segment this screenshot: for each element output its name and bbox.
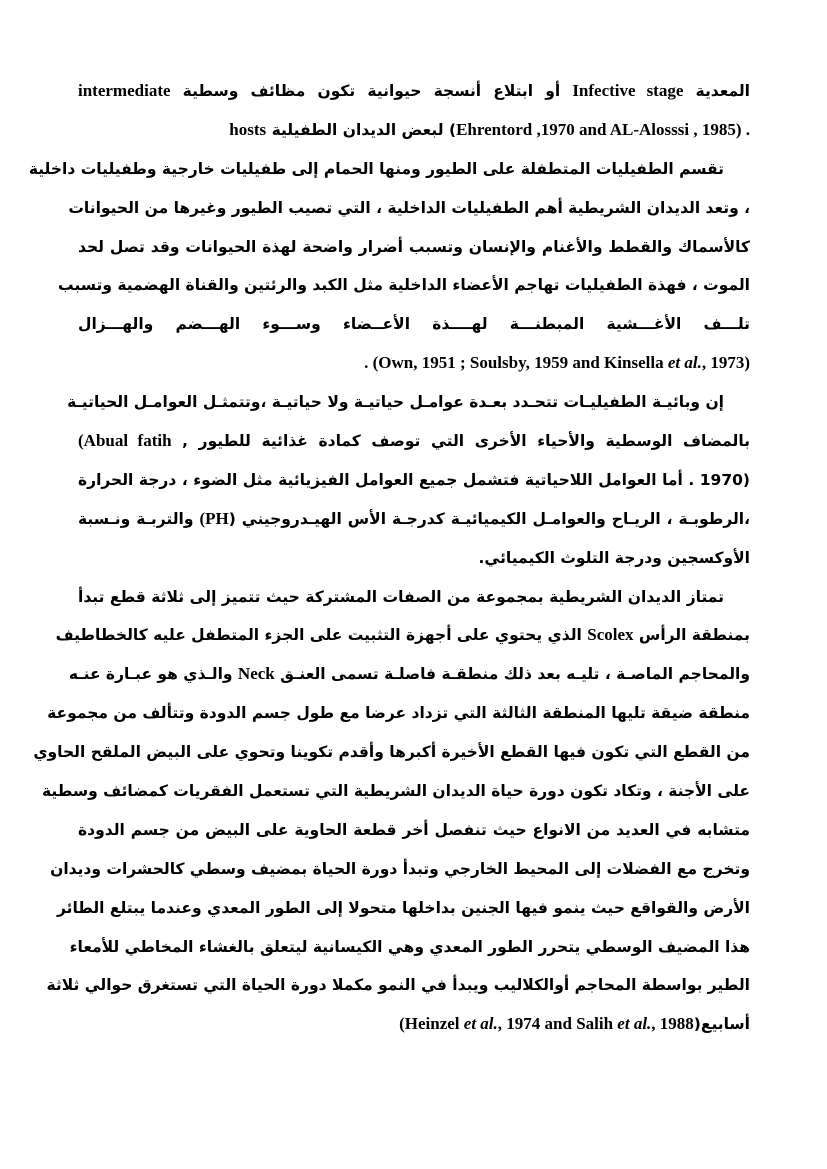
text-line: والمحاجم الماصـة ، تليـه بعد ذلك منطقـة فاصلـة تسمى العنـق Neck والـذي هو عبـارة عنـه [68, 664, 750, 684]
text-line: ،الرطوبـة ، الريـاح والعوامـل الكيميائيـة كدرجـة الأس الهيـدروجيني (PH) والتربـة ونـسبة [78, 508, 750, 528]
text-line: تلـــف الأغـــشية المبطنـــة لهــــذة الأعــضاء وســـوء الهـــضم والهـــزال [78, 315, 750, 334]
latin-term: Ehrentord ,1970 and AL-Alosssi , 1985) . [456, 119, 750, 139]
text-line: متشابه في العديد من الانواع حيث تنفصل أخر قطعة الحاوية على البيض من جسم الدودة [78, 820, 750, 839]
text-line: المعدية Infective stage أو ابتلاع أنسجة حيوانية تكون مظائف وسطية intermediate [78, 81, 750, 100]
latin-term: Neck [237, 664, 275, 684]
paragraph-1 [78, 72, 750, 150]
text-line: بمنطقة الرأس Scolex الذي يحتوي على أجهزة التثبيت على الجزء المتطفل عليه كالخطاطيف [55, 625, 750, 645]
text-line: الأرض والقواقع حيث ينمو فيها الجنين بداخلها متحولا إلى الطور المعدي وعندما يبتلع الطائر [56, 898, 750, 917]
text-line: ، وتعد الديدان الشريطية أهم الطفيليات الداخلية ، التي تصيب الطيور وغيرها من الحيوانات [68, 198, 750, 217]
document-page [28, 72, 750, 1044]
paragraph-3 [67, 383, 750, 577]
text-line: منطقة ضيقة تليها المنطقة الثالثة التي تزداد عرضا مع طول جسم الدودة وتتألف من مجموعة [47, 704, 750, 723]
text-line: الطير بواسطة المحاجم أوالكلاليب ويبدأ في النمو مكملا دورة الحياة التي تستغرق حوالي ثلاثة [46, 976, 750, 995]
paragraph-2 [28, 150, 750, 383]
latin-term: Scolex [587, 625, 634, 645]
text-line: الموت ، فهذة الطفيليات تهاجم الأعضاء الداخلية مثل الكبد والرئتين والقناة الهضمية وتسبب [58, 276, 750, 295]
text-line: hosts لبعض الديدان الطفيلية (Ehrentord ,1970 and AL-Alosssi , 1985) . [229, 119, 750, 139]
latin-term: PH) [199, 508, 229, 528]
text-line: كالأسماك والقطط والأغنام والإنسان وتسبب أضرار واضحة لهذة الحيوانات وقد تصل لحد [78, 237, 750, 256]
text-line: تقسم الطفيليات المتطفلة على الطيور ومنها الحمام إلى طفيليات خارجية وطفيليات داخلية [28, 159, 724, 178]
text-line: من القطع التي تكون فيها القطع الأخيرة أكبرها وأقدم تكوينا وتحوي على البيض الملقح الحاوي [33, 743, 750, 762]
latin-term: hosts [229, 119, 267, 139]
citation-line: أسابيع(Heinzel et al., 1974 and Salih et al., 1988) [399, 1014, 750, 1034]
latin-term: Infective stage [572, 81, 684, 100]
latin-term: Abual fatih) [78, 431, 172, 451]
text-line: هذا المضيف الوسطي يتحرر الطور المعدي وهي الكيسانية ليتعلق بالغشاء المخاطي للأمعاء [69, 937, 750, 956]
text-line: إن وبائيـة الطفيليـات تتحـدد بعـدة عوامـل حياتيـة ولا حياتيـة ،وتتمثـل العوامـل الحياتيـة [67, 393, 724, 412]
paragraph-4 [33, 578, 750, 1045]
citation-line: . (Own, 1951 ; Soulsby, 1959 and Kinsella et al., 1973) [364, 353, 750, 373]
text-line: الأوكسجين ودرجة التلوث الكيميائي. [478, 548, 750, 567]
latin-term: Heinzel et al., 1974 and Salih et al., 1988) [399, 1014, 694, 1034]
latin-term: Own, 1951 ; Soulsby, 1959 and Kinsella et al., 1973) [378, 353, 750, 373]
latin-term: intermediate [78, 81, 171, 100]
text-line: وتخرج مع الفضلات إلى المحيط الخارجي وتبدأ دورة الحياة بمضيف وسطي كالحشرات وديدان [50, 859, 750, 878]
text-line: تمتاز الديدان الشريطية بمجموعة من الصفات المشتركة حيث تتميز إلى ثلاثة قطع تبدأ [78, 587, 724, 606]
text-line: (1970 . أما العوامل اللاحياتية فتشمل جميع العوامل الفيزيائية مثل الضوء ، درجة الحرارة [78, 470, 750, 489]
text-line: بالمضاف الوسطية والأحياء الأخرى التي توصف كمادة غذائية للطيور , Abual fatih) [78, 431, 750, 451]
text-line: على الأجنة ، وتكاد تكون دورة حياة الديدان الشريطية التي تستعمل الفقريات كمضائف وسطية [42, 782, 750, 801]
